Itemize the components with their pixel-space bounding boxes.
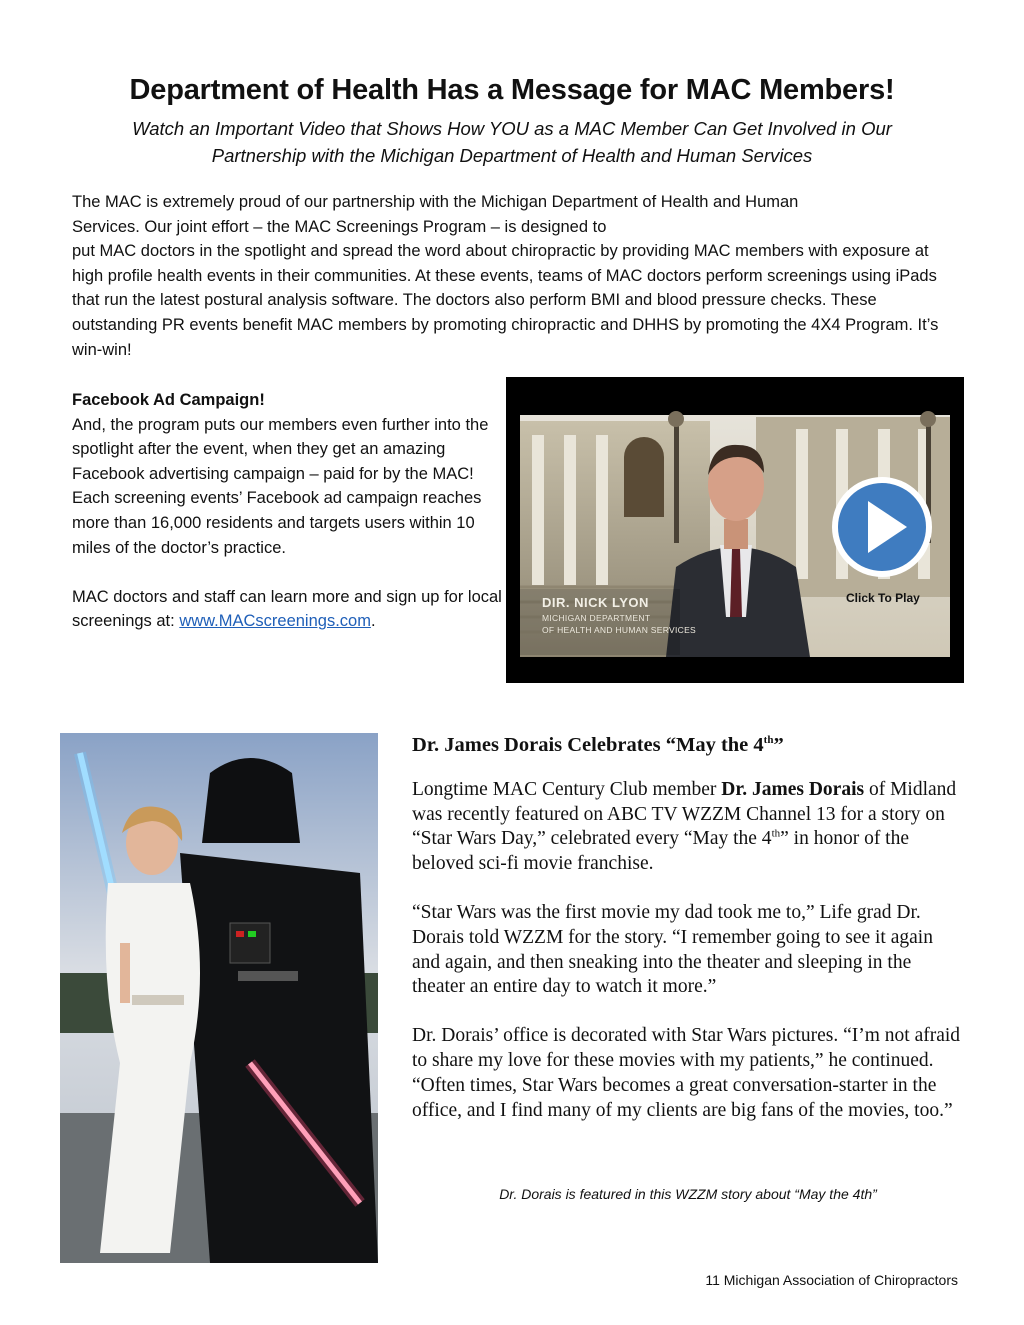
facebook-body: And, the program puts our members even further into the spotlight after the event, when they get an amazing Facebook advertising campaign – paid for by the MAC! Each screening events’ Facebook ad campaign reaches more than 16,000 residents and targets users within 10 miles of the doctor’s practice. xyxy=(72,415,489,557)
article-paragraph-1 xyxy=(412,778,964,877)
lower-third-line-1: MICHIGAN DEPARTMENT xyxy=(542,613,651,623)
star-wars-photo xyxy=(60,733,378,1263)
p1-name: Dr. James Dorais xyxy=(721,778,865,800)
signup-text: MAC doctors and staff can learn more and sign up for local screenings at: xyxy=(72,587,502,631)
subtitle-line-1: Watch an Important Video that Shows How YOU as a MAC Member Can Get Involved in Our xyxy=(132,118,892,139)
article-heading-text: Dr. James Dorais Celebrates “May the 4 xyxy=(412,734,764,756)
video-thumbnail[interactable] xyxy=(506,377,964,683)
signup-paragraph xyxy=(72,585,502,634)
article-heading xyxy=(412,733,964,758)
intro-line-2: Services. Our joint effort – the MAC Screenings Program – is designed to xyxy=(72,217,607,236)
lower-third-line-2: OF HEALTH AND HUMAN SERVICES xyxy=(542,625,697,635)
article-paragraph-3: Dr. Dorais’ office is decorated with Star Wars pictures. “I’m not afraid to share my love for these movies with my patients,” he continued. “Often times, Star Wars becomes a great conversation-starter in the office, and I find many of my clients are big fans of the movies, too.” xyxy=(412,1025,961,1121)
lower-third-name: DIR. NICK LYON xyxy=(542,595,649,610)
article-heading-sup: th xyxy=(763,734,774,747)
signup-end: . xyxy=(370,612,376,631)
costume-photo-image xyxy=(60,733,378,1263)
subtitle-line-2: Partnership with the Michigan Department of Health and Human Services xyxy=(211,145,813,166)
page-subtitle xyxy=(60,115,964,169)
p1-text-b: of Midland was recently featured on ABC TV WZZM Channel 13 for a story on “Star Wars Day,” celebrated every “May the 4 xyxy=(412,778,957,850)
facebook-section xyxy=(72,388,502,634)
intro-rest: put MAC doctors in the spotlight and spread the word about chiropractic by providing MAC members with exposure at high profile health events in their communities. At these events, teams of MAC doctors perform screenings using iPads that run the latest postural analysis software. The doctors also perform BMI and blood pressure checks. These outstanding PR events benefit MAC members by promoting chiropractic and DHHS by promoting the 4X4 Program. It’s win-win! xyxy=(72,242,939,359)
page-footer: 11 Michigan Association of Chiropractors xyxy=(705,1272,958,1288)
video-caption: Dr. Dorais is featured in this WZZM story about “May the 4th” xyxy=(499,1186,877,1202)
intro-line-1: The MAC is extremely proud of our partnership with the Michigan Department of Health and Human xyxy=(72,193,799,211)
facebook-heading: Facebook Ad Campaign! xyxy=(72,391,265,409)
click-to-play-label[interactable]: Click To Play xyxy=(846,591,920,605)
video-frame xyxy=(506,377,964,683)
dorais-article xyxy=(412,733,964,1147)
intro-paragraph xyxy=(72,190,952,362)
macscreenings-link[interactable]: www.MACscreenings.com xyxy=(179,612,371,631)
article-paragraph-2: “Star Wars was the first movie my dad took me to,” Life grad Dr. Dorais told WZZM for the story. “I remember going to see it again and again, and then sneaking into the theater and sleeping in the theater an entire day to watch it more.” xyxy=(412,901,933,998)
p1-text-a: Longtime MAC Century Club member xyxy=(412,778,722,800)
p1-sup: th xyxy=(771,827,781,840)
page-title: Department of Health Has a Message for MAC Members! xyxy=(129,74,895,106)
p1-text-c: ” in honor of the beloved sci-fi movie franchise. xyxy=(412,828,910,875)
article-heading-end: ” xyxy=(773,734,784,756)
